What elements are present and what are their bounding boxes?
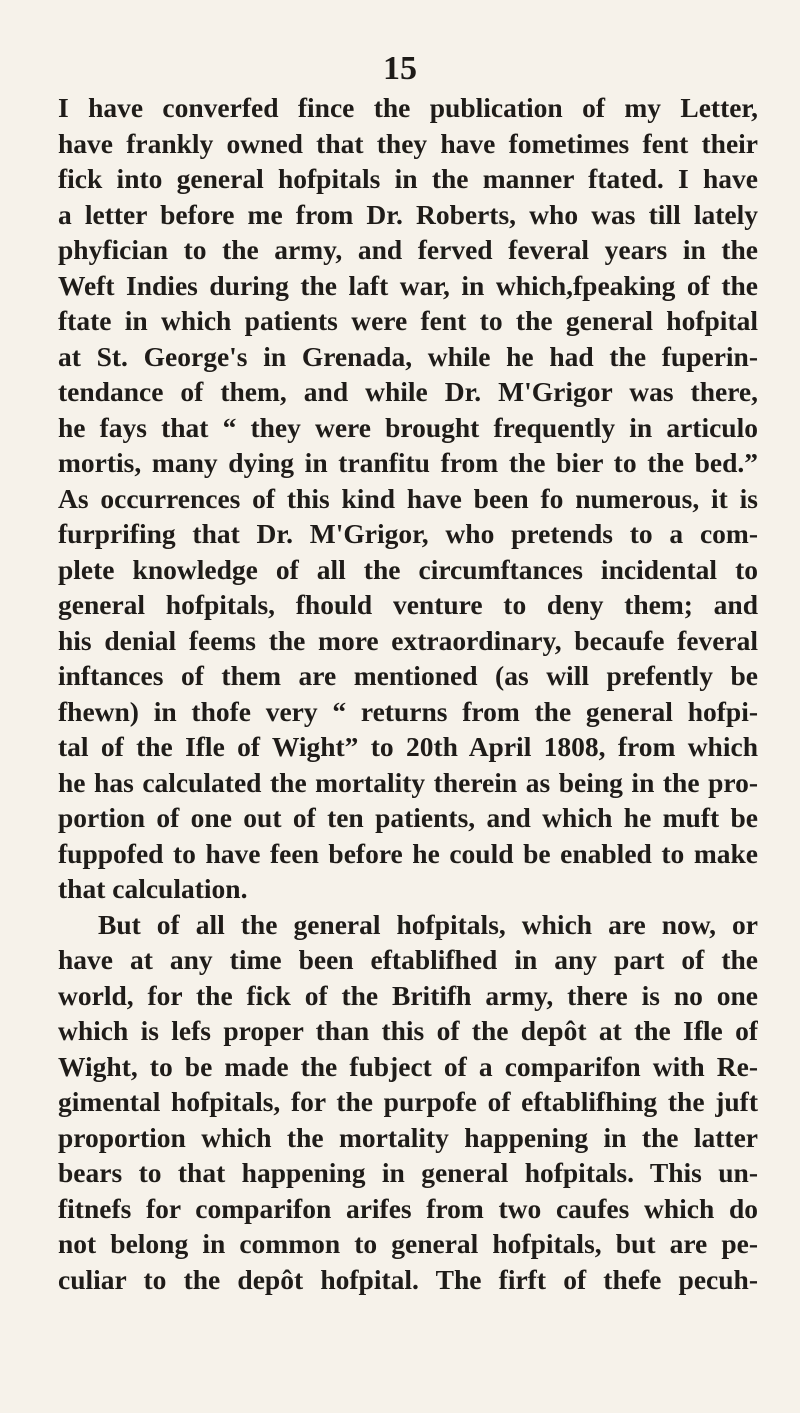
text-line: tendance of them, and while Dr. M'Grigor was there, <box>58 376 758 407</box>
text-line: As occurrences of this kind have been fo numerous, it is <box>58 482 758 514</box>
text-line: furprifing that Dr. M'Grigor, who pretends to a com- <box>58 518 758 549</box>
text-line: general hofpitals, fhould venture to deny them; and <box>58 589 758 620</box>
text-line: not belong in common to general hofpitals, but are pe- <box>58 1228 758 1259</box>
text-line: fuppofed to have feen before he could be enabled to make <box>58 837 758 869</box>
text-line: have at any time been eftablifhed in any part of the <box>58 944 758 975</box>
text-line: fhewn) in thofe very “ returns from the general hofpi- <box>58 695 758 727</box>
text-line: inftances of them are mentioned (as will prefently be <box>58 660 758 691</box>
text-line: Wight, to be made the fubject of a comparifon with Re- <box>58 1050 758 1082</box>
text-line: portion of one out of ten patients, and which he muft be <box>58 802 758 833</box>
text-line: But of all the general hofpitals, which are now, or <box>98 908 758 940</box>
text-line: his denial feems the more extraordinary, becaufe feveral <box>58 624 758 656</box>
text-line: world, for the fick of the Britifh army, there is no one <box>58 979 758 1011</box>
page-number: 15 <box>383 50 417 87</box>
text-line: that calculation. <box>58 873 248 904</box>
text-line: culiar to the depôt hofpital. The firft of thefe pecuh- <box>58 1263 758 1295</box>
text-line: have frankly owned that they have fometimes fent their <box>58 127 758 159</box>
text-line: phyfician to the army, and ferved feveral years in the <box>58 234 758 265</box>
text-line: mortis, many dying in tranfitu from the bier to the bed.” <box>58 447 758 478</box>
text-line: a letter before me from Dr. Roberts, who was till lately <box>58 198 758 230</box>
paragraph <box>58 907 758 1298</box>
text-line: tal of the Ifle of Wight” to 20th April 1808, from which <box>58 731 758 762</box>
text-line: proportion which the mortality happening in the latter <box>58 1121 758 1153</box>
text-line: ftate in which patients were fent to the general hofpital <box>58 305 758 336</box>
text-line: which is lefs proper than this of the depôt at the Ifle of <box>58 1015 758 1046</box>
text-line: he has calculated the mortality therein as being in the pro- <box>58 766 758 798</box>
paragraph <box>58 90 758 907</box>
text-line: fick into general hofpitals in the manner ftated. I have <box>58 163 758 194</box>
text-line: plete knowledge of all the circumftances incidental to <box>58 553 758 585</box>
text-line: I have converfed fince the publication of my Letter, <box>58 92 758 123</box>
text-line: gimental hofpitals, for the purpofe of eftablifhing the juft <box>58 1086 758 1117</box>
text-line: fitnefs for comparifon arifes from two caufes which do <box>58 1192 758 1224</box>
text-line: Weft Indies during the laft war, in which,fpeaking of the <box>58 269 758 301</box>
text-line: he fays that “ they were brought frequently in articulo <box>58 411 758 443</box>
body-text <box>58 90 758 1297</box>
text-line: at St. George's in Grenada, while he had the fuperin- <box>58 340 758 372</box>
text-line: bears to that happening in general hofpitals. This un- <box>58 1157 758 1188</box>
